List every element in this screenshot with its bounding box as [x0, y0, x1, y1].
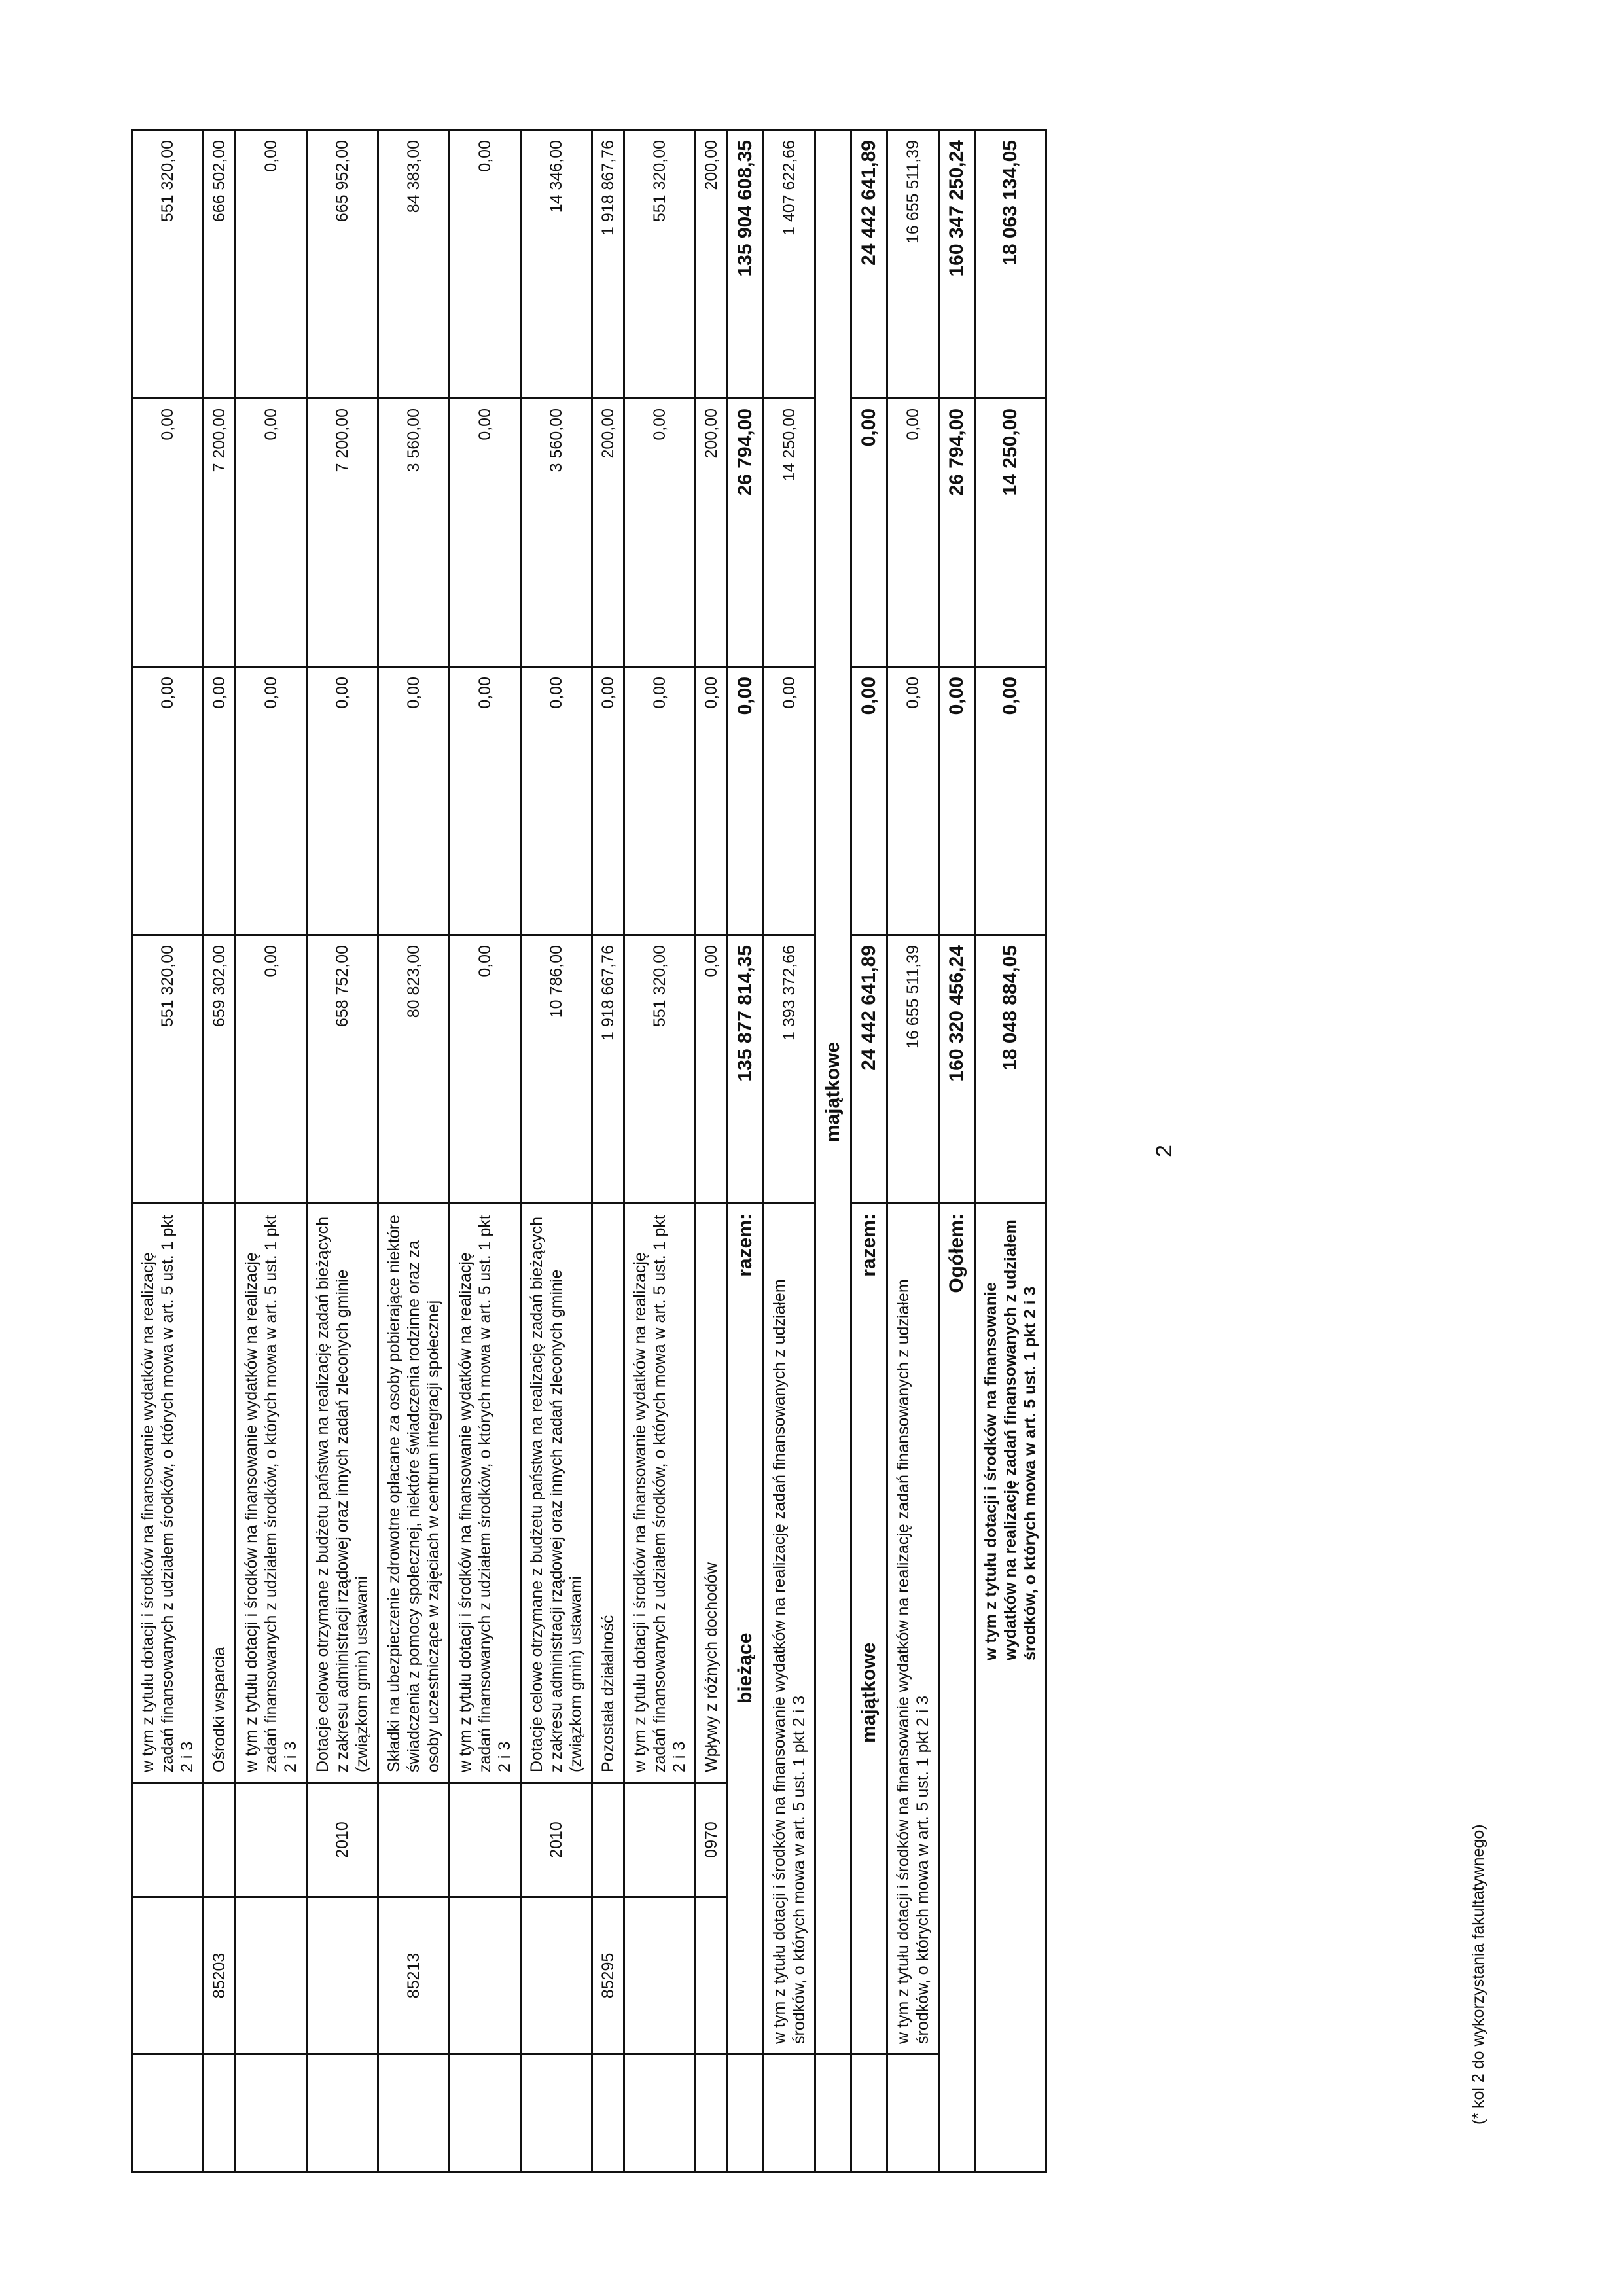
biezace-sub-row [764, 130, 815, 2172]
biezace-sub-v1: 1 393 372,66 [764, 935, 815, 1204]
cell-dz [450, 2054, 521, 2172]
cell-v2: 0,00 [204, 667, 236, 935]
table-row [450, 130, 521, 2172]
table-body [132, 130, 728, 2172]
cell-name: Dotacje celowe otrzymane z budżetu państwa na realizację zadań bieżących z zakresu administracji rządowej oraz innych zadań zleconych gminie (związkom gmin) ustawami [307, 1204, 378, 1783]
cell-v4: 551 320,00 [132, 130, 204, 399]
cell-roz [307, 1897, 378, 2054]
cell-v1: 0,00 [450, 935, 521, 1204]
cell-v1: 551 320,00 [624, 935, 696, 1204]
ogolem-sub-v4: 18 063 134,05 [975, 130, 1046, 399]
cell-v2: 0,00 [132, 667, 204, 935]
ogolem-v1: 160 320 456,24 [939, 935, 975, 1204]
cell-v2: 0,00 [450, 667, 521, 935]
biezace-sub-v4: 1 407 622,66 [764, 130, 815, 399]
biezace-razem-label: razem: [734, 1213, 756, 1277]
ogolem-sub-v3: 14 250,00 [975, 399, 1046, 667]
cell-v1: 0,00 [236, 935, 307, 1204]
biezace-label-cell [728, 1204, 764, 2054]
majatkowe-sub-v3: 0,00 [887, 399, 939, 667]
cell-v4: 200,00 [696, 130, 728, 399]
cell-v4: 666 502,00 [204, 130, 236, 399]
majatkowe-sub-v2: 0,00 [887, 667, 939, 935]
table-row [307, 130, 378, 2172]
cell-roz [236, 1897, 307, 2054]
cell-dz [378, 2054, 450, 2172]
footnote: (* kol 2 do wykorzystania fakultatywnego) [1469, 1824, 1488, 2125]
cell-dz [236, 2054, 307, 2172]
cell-roz [450, 1897, 521, 2054]
cell-par: 0970 [696, 1783, 728, 1897]
cell-name: w tym z tytułu dotacji i środków na finansowanie wydatków na realizację zadań finansowanych z udziałem środków, o których mowa w art. 5 ust. 1 pkt 2 i 3 [624, 1204, 696, 1783]
majatkowe-total-row [851, 130, 887, 2172]
cell-v1: 1 918 667,76 [592, 935, 624, 1204]
cell-par [204, 1783, 236, 1897]
cell-v2: 0,00 [624, 667, 696, 935]
table-row [204, 130, 236, 2172]
cell-name: Składki na ubezpieczenie zdrowotne opłacane za osoby pobierające niektóre świadczenia z pomocy społecznej, niektóre świadczenia rodzinne oraz za osoby uczestniczące w zajęciach w centrum integracji społecznej [378, 1204, 450, 1783]
majatkowe-v2: 0,00 [851, 667, 887, 935]
biezace-total-row [728, 130, 764, 2172]
majatkowe-header: majątkowe [815, 130, 851, 2054]
cell-par [132, 1783, 204, 1897]
cell-v2: 0,00 [378, 667, 450, 935]
biezace-sub-v3: 14 250,00 [764, 399, 815, 667]
cell-dz [624, 2054, 696, 2172]
ogolem-label: Ogółem: [939, 1204, 975, 2172]
majatkowe-sub-v1: 16 655 511,39 [887, 935, 939, 1204]
majatkowe-razem-label: razem: [858, 1213, 880, 1277]
cell-v4: 1 918 867,76 [592, 130, 624, 399]
cell-v1: 658 752,00 [307, 935, 378, 1204]
cell-roz [521, 1897, 592, 2054]
summary-body [728, 130, 1046, 2172]
table-row [521, 130, 592, 2172]
cell-name: Dotacje celowe otrzymane z budżetu państwa na realizację zadań bieżących z zakresu administracji rządowej oraz innych zadań zleconych gminie (związkom gmin) ustawami [521, 1204, 592, 1783]
biezace-v1: 135 877 814,35 [728, 935, 764, 1204]
cell-dz [696, 2054, 728, 2172]
cell-name: w tym z tytułu dotacji i środków na finansowanie wydatków na realizację zadań finansowanych z udziałem środków, o których mowa w art. 5 ust. 1 pkt 2 i 3 [132, 1204, 204, 1783]
page-number: 2 [1152, 1145, 1177, 1157]
ogolem-row [939, 130, 975, 2172]
budget-table [131, 129, 1047, 2173]
cell-name: Pozostała działalność [592, 1204, 624, 1783]
cell-name: w tym z tytułu dotacji i środków na finansowanie wydatków na realizację zadań finansowanych z udziałem środków, o których mowa w art. 5 ust. 1 pkt 2 i 3 [450, 1204, 521, 1783]
cell-dz [521, 2054, 592, 2172]
cell-roz: 85203 [204, 1897, 236, 2054]
cell-v3: 200,00 [592, 399, 624, 667]
cell-par: 2010 [521, 1783, 592, 1897]
cell-v4: 665 952,00 [307, 130, 378, 399]
cell-v3: 0,00 [624, 399, 696, 667]
cell-par: 2010 [307, 1783, 378, 1897]
cell-v4: 0,00 [450, 130, 521, 399]
biezace-label: bieżące [734, 1632, 756, 1704]
ogolem-v3: 26 794,00 [939, 399, 975, 667]
cell-name: Wpływy z różnych dochodów [696, 1204, 728, 1783]
cell-dz [592, 2054, 624, 2172]
ogolem-v2: 0,00 [939, 667, 975, 935]
cell-v4: 551 320,00 [624, 130, 696, 399]
cell-par [450, 1783, 521, 1897]
majatkowe-v1: 24 442 641,89 [851, 935, 887, 1204]
ogolem-sub-row [975, 130, 1046, 2172]
cell-v1: 659 302,00 [204, 935, 236, 1204]
table-row [696, 130, 728, 2172]
cell-v2: 0,00 [521, 667, 592, 935]
cell-par [592, 1783, 624, 1897]
table-row [236, 130, 307, 2172]
ogolem-v4: 160 347 250,24 [939, 130, 975, 399]
majatkowe-sub-name: w tym z tytułu dotacji i środków na finansowanie wydatków na realizację zadań finansowanych z udziałem środków, o których mowa w art. 5 ust. 1 pkt 2 i 3 [887, 1204, 939, 2054]
ogolem-sub-v2: 0,00 [975, 667, 1046, 935]
biezace-v2: 0,00 [728, 667, 764, 935]
cell-v3: 0,00 [132, 399, 204, 667]
majatkowe-label-cell [851, 1204, 887, 2054]
cell-v4: 0,00 [236, 130, 307, 399]
cell-v2: 0,00 [592, 667, 624, 935]
cell-v2: 0,00 [696, 667, 728, 935]
biezace-sub-name: w tym z tytułu dotacji i środków na finansowanie wydatków na realizację zadań finansowanych z udziałem środków, o których mowa w art. 5 ust. 1 pkt 2 i 3 [764, 1204, 815, 2054]
cell-par [378, 1783, 450, 1897]
cell-name: Ośrodki wsparcia [204, 1204, 236, 1783]
cell-v1: 551 320,00 [132, 935, 204, 1204]
table-row [378, 130, 450, 2172]
cell-v3: 0,00 [450, 399, 521, 667]
cell-v3: 0,00 [236, 399, 307, 667]
cell-dz [307, 2054, 378, 2172]
cell-v4: 84 383,00 [378, 130, 450, 399]
cell-v1: 80 823,00 [378, 935, 450, 1204]
cell-roz [624, 1897, 696, 2054]
majatkowe-v3: 0,00 [851, 399, 887, 667]
cell-dz [132, 2054, 204, 2172]
biezace-v3: 26 794,00 [728, 399, 764, 667]
cell-roz: 85295 [592, 1897, 624, 2054]
cell-roz [696, 1897, 728, 2054]
cell-v3: 3 560,00 [521, 399, 592, 667]
table-row [592, 130, 624, 2172]
ogolem-sub-name: w tym z tytułu dotacji i środków na finansowanie wydatków na realizację zadań finansowanych z udziałem środków, o których mowa w art. 5 ust. 1 pkt 2 i 3 [975, 1204, 1046, 2172]
table-row [624, 130, 696, 2172]
cell-v3: 3 560,00 [378, 399, 450, 667]
majatkowe-header-row [815, 130, 851, 2172]
cell-roz: 85213 [378, 1897, 450, 2054]
cell-name: w tym z tytułu dotacji i środków na finansowanie wydatków na realizację zadań finansowanych z udziałem środków, o których mowa w art. 5 ust. 1 pkt 2 i 3 [236, 1204, 307, 1783]
cell-v1: 0,00 [696, 935, 728, 1204]
cell-dz [204, 2054, 236, 2172]
biezace-v4: 135 904 608,35 [728, 130, 764, 399]
cell-par [236, 1783, 307, 1897]
table-row [132, 130, 204, 2172]
cell-v4: 14 346,00 [521, 130, 592, 399]
cell-v3: 7 200,00 [307, 399, 378, 667]
cell-roz [132, 1897, 204, 2054]
ogolem-sub-v1: 18 048 884,05 [975, 935, 1046, 1204]
cell-v1: 10 786,00 [521, 935, 592, 1204]
biezace-sub-v2: 0,00 [764, 667, 815, 935]
cell-v3: 7 200,00 [204, 399, 236, 667]
majatkowe-v4: 24 442 641,89 [851, 130, 887, 399]
majatkowe-sub-v4: 16 655 511,39 [887, 130, 939, 399]
majatkowe-label: majątkowe [858, 1642, 880, 1743]
cell-par [624, 1783, 696, 1897]
cell-v3: 200,00 [696, 399, 728, 667]
cell-v2: 0,00 [236, 667, 307, 935]
cell-v2: 0,00 [307, 667, 378, 935]
majatkowe-sub-row [887, 130, 939, 2172]
